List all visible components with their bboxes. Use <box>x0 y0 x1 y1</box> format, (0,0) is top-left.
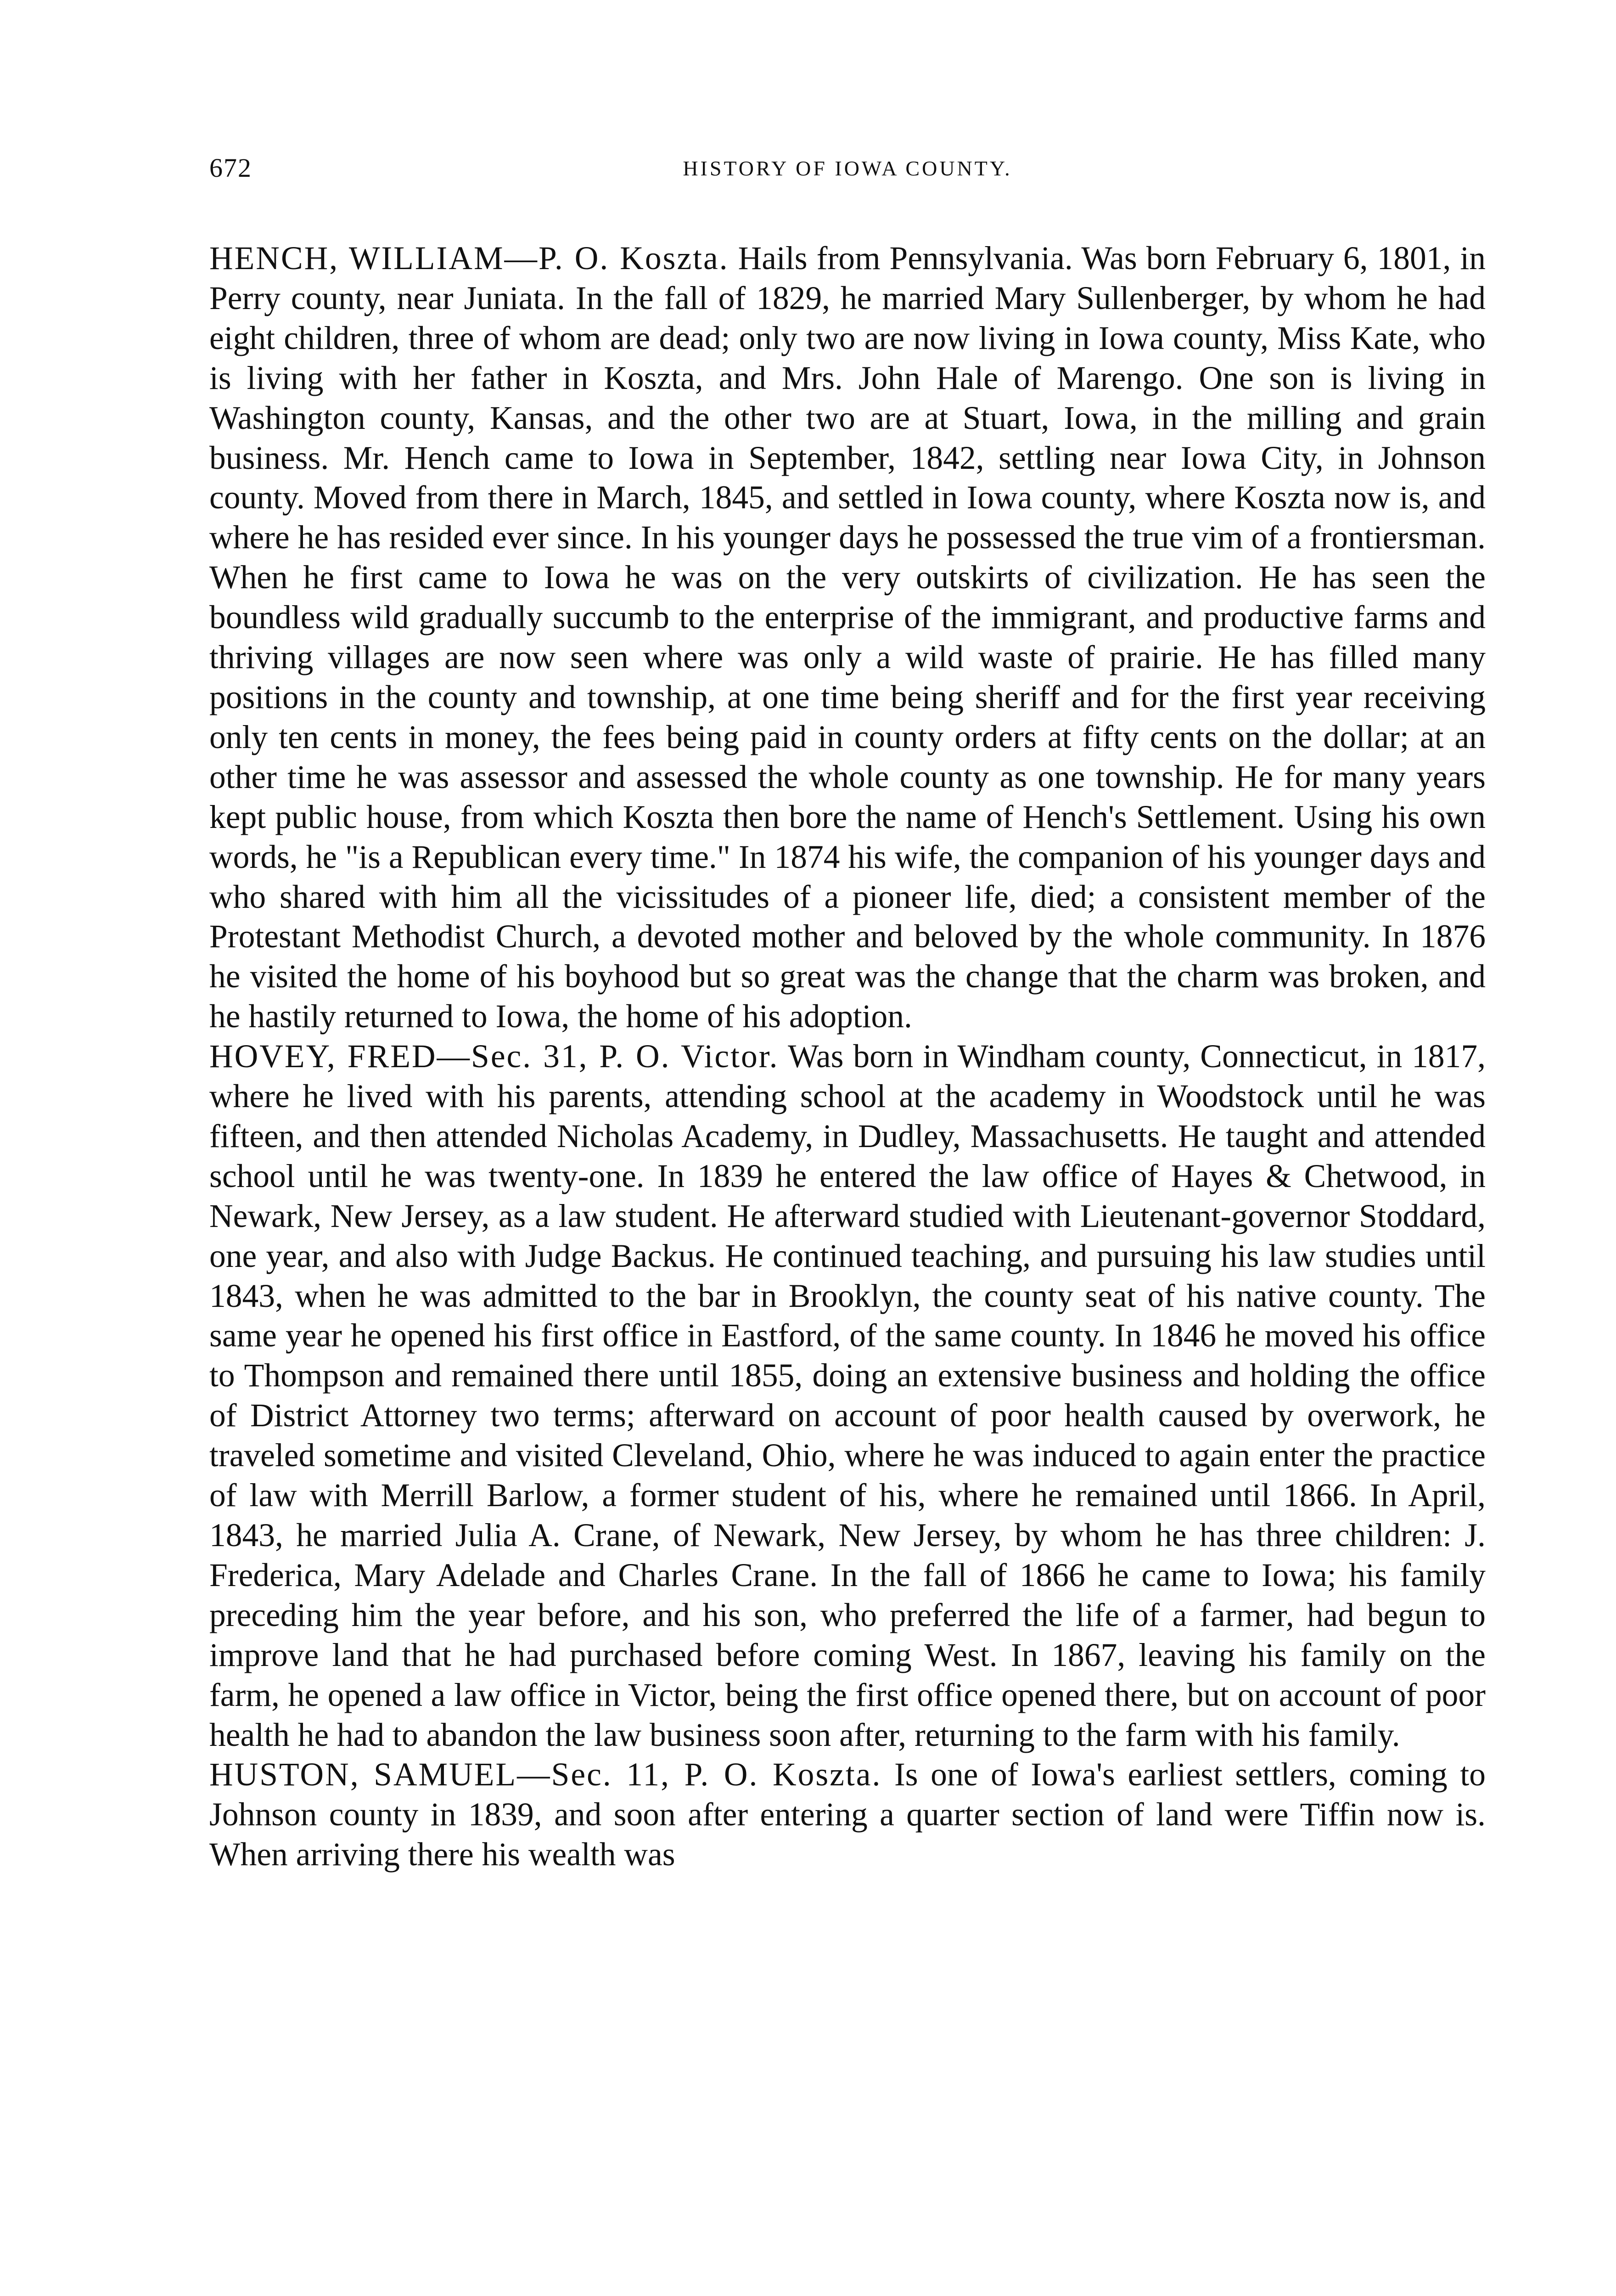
entry-text: Hails from Pennsylvania. Was born February 6, 1801, in Perry county, near Juniata. In the fall of 1829, he married Mary Sullenberger, by whom he had eight children, three of whom are dead; only two are now living in Iowa county, Miss Kate, who is living with her father in Koszta, and Mrs. John Hale of Marengo. One son is living in Washington county, Kansas, and the other two are at Stuart, Iowa, in the milling and grain business. Mr. Hench came to Iowa in September, 1842, settling near Iowa City, in Johnson county. Moved from there in March, 1845, and settled in Iowa county, where Koszta now is, and where he has resided ever since. In his younger days he possessed the true vim of a frontiersman. When he first came to Iowa he was on the very outskirts of civilization. He has seen the boundless wild gradually succumb to the enterprise of the immigrant, and productive farms and thriving villages are now seen where was only a wild waste of prairie. He has filled many positions in the county and township, at one time being sheriff and for the first year receiving only ten cents in money, the fees being paid in county orders at fifty cents on the dollar; at an other time he was assessor and assessed the whole county as one township. He for many years kept public house, from which Koszta then bore the name of Hench's Settlement. Using his own words, he "is a Republican every time." In 1874 his wife, the companion of his younger days and who shared with him all the vicissitudes of a pioneer life, died; a consistent member of the Protestant Methodist Church, a devoted mother and beloved by the whole community. In 1876 he visited the home of his boyhood but so great was the change that the charm was broken, and he hastily returned to Iowa, the home of his adoption. <box>209 240 1486 1035</box>
entry-text: Is one of Iowa's earliest settlers, coming to Johnson county in 1839, and soon after entering a quarter section of land were Tiffin now is. When arriving there his wealth was <box>209 1756 1486 1873</box>
biography-entry-huston <box>209 1755 1486 1875</box>
biography-entry-hench <box>209 239 1486 1037</box>
page-number: 672 <box>209 153 252 183</box>
entry-heading: HUSTON, SAMUEL—Sec. 11, P. O. Koszta. <box>209 1756 882 1793</box>
running-title: HISTORY OF IOWA COUNTY. <box>683 157 1012 180</box>
entry-heading: HENCH, WILLIAM—P. O. Koszta. <box>209 240 729 276</box>
biography-entry-hovey <box>209 1037 1486 1755</box>
entry-text: Was born in Windham county, Connecticut, in 1817, where he lived with his parents, attending school at the academy in Woodstock until he was fifteen, and then attended Nicholas Academy, in Dudley, Massachusetts. He taught and attended school until he was twenty-one. In 1839 he entered the law office of Hayes & Chetwood, in Newark, New Jersey, as a law student. He afterward studied with Lieutenant-governor Stoddard, one year, and also with Judge Backus. He continued teaching, and pursuing his law studies until 1843, when he was admitted to the bar in Brooklyn, the county seat of his native county. The same year he opened his first office in Eastford, of the same county. In 1846 he moved his office to Thompson and remained there until 1855, doing an extensive business and holding the office of District Attorney two terms; afterward on account of poor health caused by overwork, he traveled sometime and visited Cleveland, Ohio, where he was induced to again enter the practice of law with Merrill Barlow, a former student of his, where he remained until 1866. In April, 1843, he married Julia A. Crane, of Newark, New Jersey, by whom he has three children: J. Frederica, Mary Adelade and Charles Crane. In the fall of 1866 he came to Iowa; his family preceding him the year before, and his son, who preferred the life of a farmer, had begun to improve land that he had purchased before coming West. In 1867, leaving his family on the farm, he opened a law office in Victor, being the first office opened there, but on account of poor health he had to abandon the law business soon after, returning to the farm with his family. <box>209 1038 1486 1753</box>
body-text <box>209 239 1486 1875</box>
entry-heading: HOVEY, FRED—Sec. 31, P. O. Victor. <box>209 1038 779 1075</box>
page-header <box>209 152 1486 189</box>
